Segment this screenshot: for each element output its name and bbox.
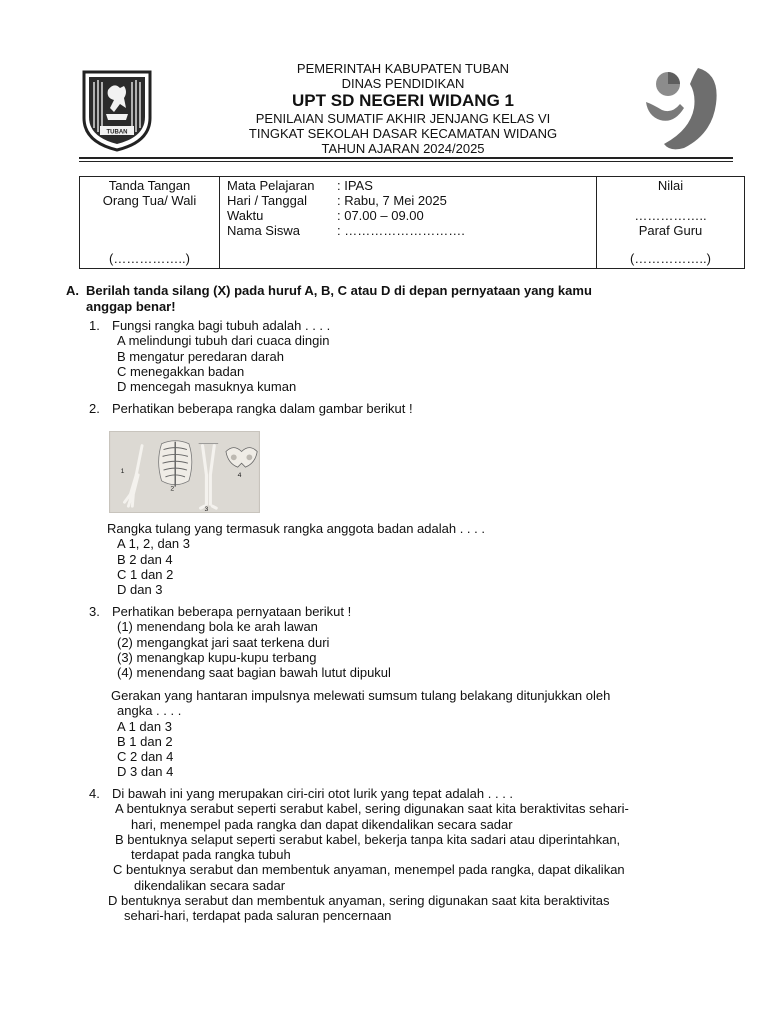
parent-signature-subtitle: Orang Tua/ Wali <box>102 193 197 208</box>
question-3: 3. Perhatikan beberapa pernyataan berikut ! (1) menendang bola ke arah lawan (2) mengangkat jari saat terkena duri (3) menangkap kupu-kupu terbang (4) menendang saat bagian bawah lutut dipukul <box>89 604 391 681</box>
tuban-emblem-icon <box>80 68 154 152</box>
option-d[interactable]: D mencegah masuknya kuman <box>117 379 297 395</box>
score-title: Nilai <box>657 178 684 193</box>
figure-label-3: 3 <box>204 506 209 513</box>
question-1: 1. Fungsi rangka bagi tubuh adalah . . . . A melindungi tubuh dari cuaca dingin B mengatur peredaran darah C menegakkan badan D mencegah masuknya kuman <box>89 318 331 395</box>
figure-label-4: 4 <box>237 471 242 479</box>
statement-4: (4) menendang saat bagian bawah lutut dipukul <box>117 665 391 681</box>
figure-label-1: 1 <box>120 467 125 475</box>
svg-text:TUBAN: TUBAN <box>106 129 128 136</box>
option-c[interactable]: C 1 dan 2 <box>117 566 174 582</box>
question-2-prompt: Rangka tulang yang termasuk rangka anggota badan adalah . . . . A 1, 2, dan 3 B 2 dan 4 C 1 dan 2 D dan 3 <box>107 521 485 598</box>
time-row: Waktu : 07.00 – 09.00 <box>227 208 424 223</box>
option-d[interactable]: D dan 3 <box>117 582 163 598</box>
ribcage <box>159 441 192 487</box>
exam-details-cell <box>220 177 597 268</box>
option-b[interactable]: B bentuknya selaput seperti serabut kabel, bekerja tanpa kita sadari atau diperintahkan, <box>115 831 621 847</box>
school-year: TAHUN AJARAN 2024/2025 <box>321 141 485 156</box>
question-2: 2. Perhatikan beberapa rangka dalam gambar berikut ! <box>89 401 413 416</box>
header-divider-thin <box>79 161 733 162</box>
skeleton-figure <box>109 431 260 513</box>
figure-label-2: 2 <box>170 485 175 493</box>
department-name: DINAS PENDIDIKAN <box>341 76 465 91</box>
student-name-field[interactable]: : ………………………. <box>337 223 465 238</box>
parent-signature-title: Tanda Tangan <box>108 178 191 193</box>
statement-2: (2) mengangkat jari saat terkena duri <box>117 634 330 650</box>
option-b[interactable]: B mengatur peredaran darah <box>117 348 284 364</box>
option-d[interactable]: D 3 dan 4 <box>117 764 174 780</box>
question-3-prompt: Gerakan yang hantaran impulsnya melewati sumsum tulang belakang ditunjukkan oleh angka . . . . A 1 dan 3 B 1 dan 2 C 2 dan 4 D 3 dan 4 <box>111 688 611 780</box>
government-name: PEMERINTAH KABUPATEN TUBAN <box>296 61 510 76</box>
statement-3: (3) menangkap kupu-kupu terbang <box>117 649 317 665</box>
teacher-signature-field[interactable]: (……………..) <box>630 251 711 266</box>
score-field[interactable]: …………….. <box>634 208 707 223</box>
date-row: Hari / Tanggal : Rabu, 7 Mei 2025 <box>227 193 447 208</box>
school-name: UPT SD NEGERI WIDANG 1 <box>292 91 514 110</box>
letterhead <box>170 61 636 156</box>
option-c[interactable]: C menegakkan badan <box>117 363 245 379</box>
option-b[interactable]: B 2 dan 4 <box>117 551 173 567</box>
header-divider <box>79 157 733 159</box>
student-info-table <box>79 176 745 269</box>
student-name-row[interactable]: Nama Siswa : ………………………. <box>227 223 465 238</box>
school-logo-icon <box>640 64 720 152</box>
option-a[interactable]: A melindungi tubuh dari cuaca dingin <box>117 333 330 349</box>
option-c[interactable]: C 2 dan 4 <box>117 749 174 765</box>
parent-signature-field[interactable]: (……………..) <box>109 251 190 266</box>
option-b[interactable]: B 1 dan 2 <box>117 733 173 749</box>
parent-signature-cell <box>80 177 220 268</box>
option-c[interactable]: C bentuknya serabut dan membentuk anyaman, menempel pada rangka, dapat dikalikan <box>113 862 625 878</box>
teacher-initial-title: Paraf Guru <box>638 223 703 238</box>
exam-level: TINGKAT SEKOLAH DASAR KECAMATAN WIDANG <box>248 126 558 141</box>
option-a[interactable]: A 1 dan 3 <box>117 718 172 734</box>
score-cell <box>597 177 744 268</box>
option-a[interactable]: A 1, 2, dan 3 <box>117 536 191 552</box>
section-a-instruction: A. Berilah tanda silang (X) pada huruf A, B, C atau D di depan pernyataan yang kamu anggap benar! <box>66 283 592 314</box>
exam-title: PENILAIAN SUMATIF AKHIR JENJANG KELAS VI <box>255 111 551 126</box>
statement-1: (1) menendang bola ke arah lawan <box>117 619 318 635</box>
option-a[interactable]: A bentuknya serabut seperti serabut kabel, sering digunakan saat kita beraktivitas sehari- <box>115 801 629 817</box>
subject-row: Mata Pelajaran : IPAS <box>227 178 373 193</box>
question-4: 4. Di bawah ini yang merupakan ciri-ciri otot lurik yang tepat adalah . . . . A bentuknya serabut seperti serabut kabel, sering digunakan saat kita beraktivitas sehari- hari, menempel pada rangka dan dapat dikendalikan secara sadar B bentuknya selaput seperti serabut kabel, bekerja tanpa kita sadari atau diperintahkan, terdapat pada rangka tubuh C bentuknya serabut dan membentuk anyaman, menempel pada rangka, dapat dikalikan dikendalikan secara sadar D bentuknya serabut dan membentuk anyaman, sering digunakan saat kita beraktivitas sehari-hari, terdapat pada saluran pencernaan <box>89 786 629 924</box>
option-d[interactable]: D bentuknya serabut dan membentuk anyaman, sering digunakan saat kita beraktivitas <box>108 893 610 909</box>
